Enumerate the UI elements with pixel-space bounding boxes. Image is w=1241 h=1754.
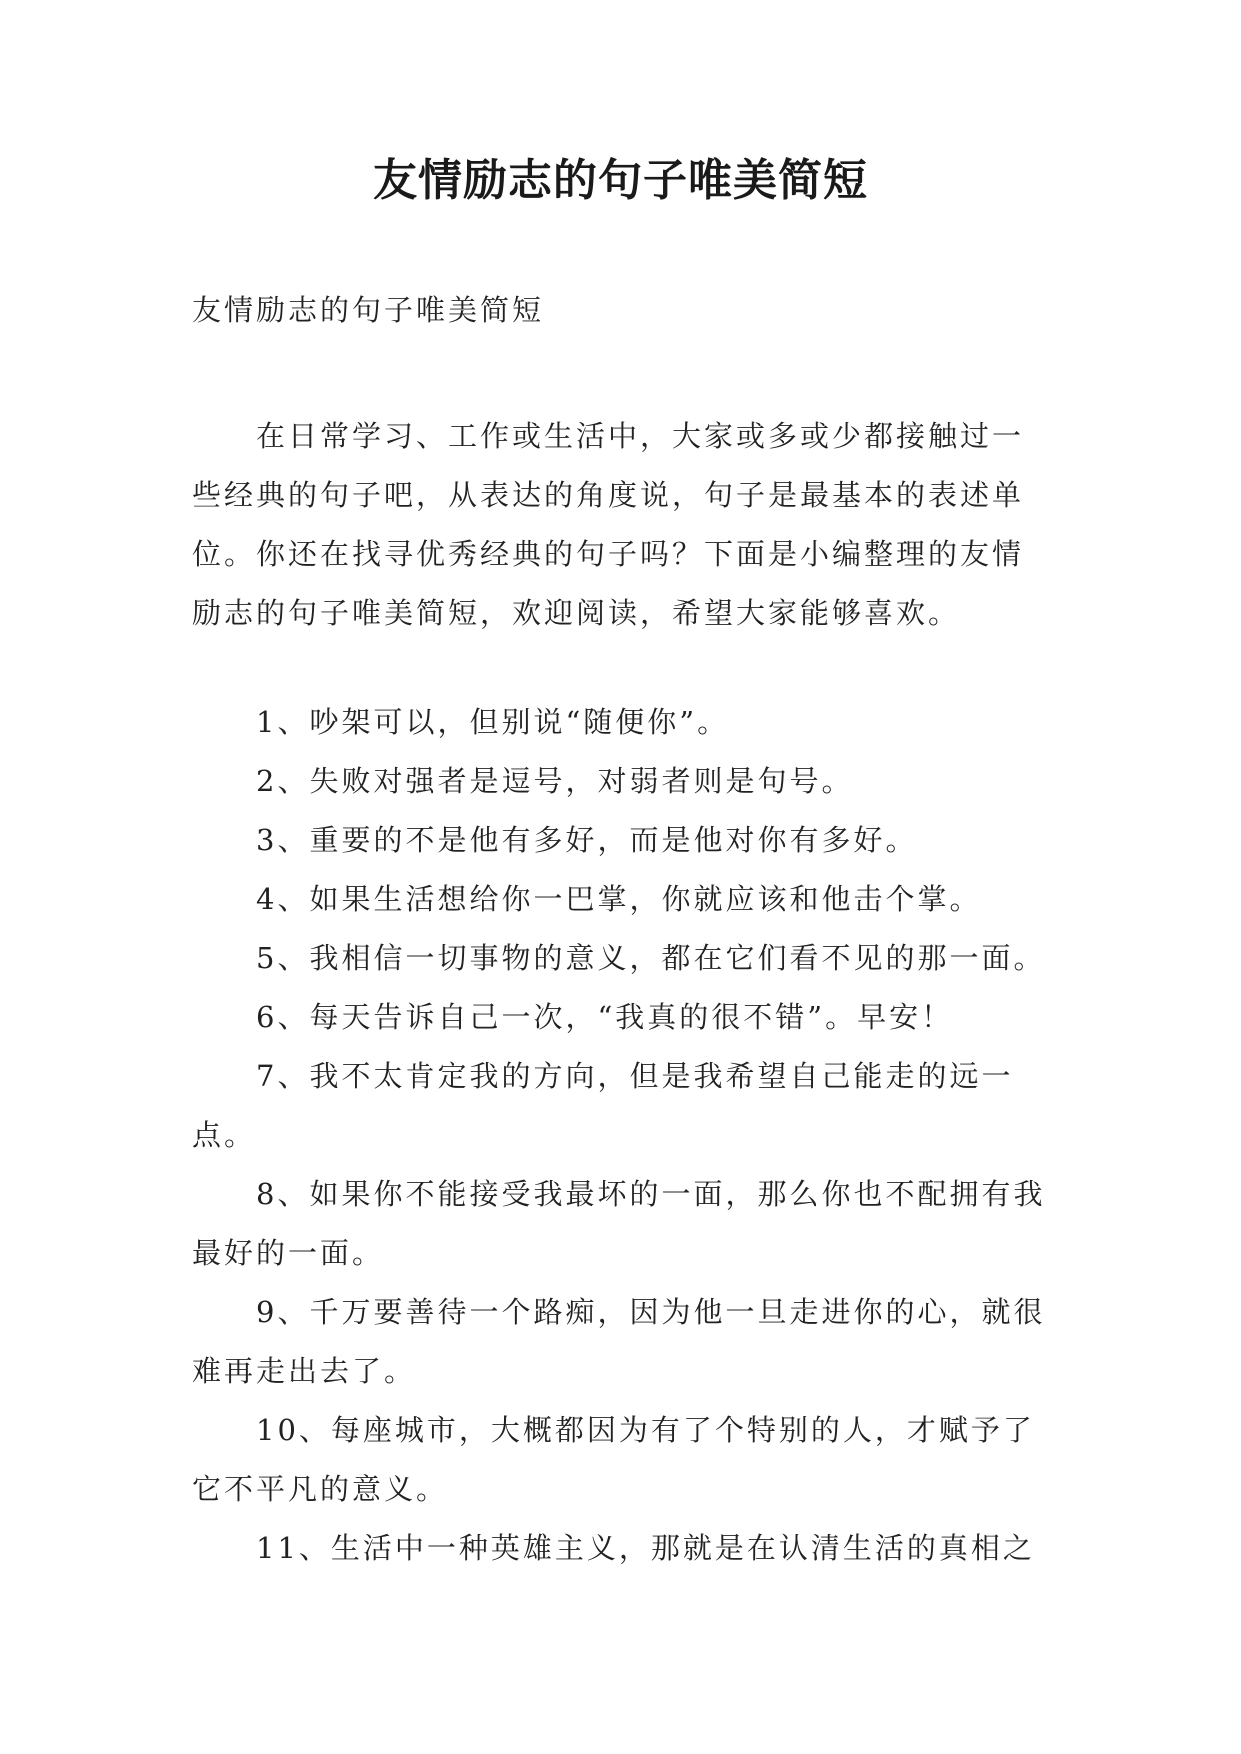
quote-item: 3、重要的不是他有多好，而是他对你有多好。	[256, 823, 918, 857]
quote-item: 8、如果你不能接受我最坏的一面，那么你也不配拥有我最好的一面。	[192, 1177, 1046, 1270]
quote-item: 4、如果生活想给你一巴掌，你就应该和他击个掌。	[256, 882, 982, 916]
intro-paragraph: 在日常学习、工作或生活中，大家或多或少都接触过一些经典的句子吧，从表达的角度说，句子是最基本的表述单位。你还在找寻优秀经典的句子吗？下面是小编整理的友情励志的句子唯美简短，欢迎阅读，希望大家能够喜欢。	[192, 419, 1025, 630]
document-subtitle: 友情励志的句子唯美简短	[192, 293, 545, 327]
quote-item: 10、每座城市，大概都因为有了个特别的人，才赋予了它不平凡的意义。	[192, 1413, 1035, 1506]
quote-item: 11、生活中一种英雄主义，那就是在认清生活的真相之	[256, 1531, 1035, 1565]
document-title: 友情励志的句子唯美简短	[373, 155, 868, 206]
quote-item: 2、失败对强者是逗号，对弱者则是句号。	[256, 764, 854, 798]
quote-item: 7、我不太肯定我的方向，但是我希望自己能走的远一点。	[192, 1059, 1014, 1152]
quote-item: 5、我相信一切事物的意义，都在它们看不见的那一面。	[256, 941, 1046, 975]
quote-item: 6、每天告诉自己一次，“我真的很不错”。早安！	[256, 1000, 954, 1034]
quote-item: 9、千万要善待一个路痴，因为他一旦走进你的心，就很难再走出去了。	[192, 1295, 1046, 1388]
quote-item: 1、吵架可以，但别说“随便你”。	[256, 705, 730, 739]
